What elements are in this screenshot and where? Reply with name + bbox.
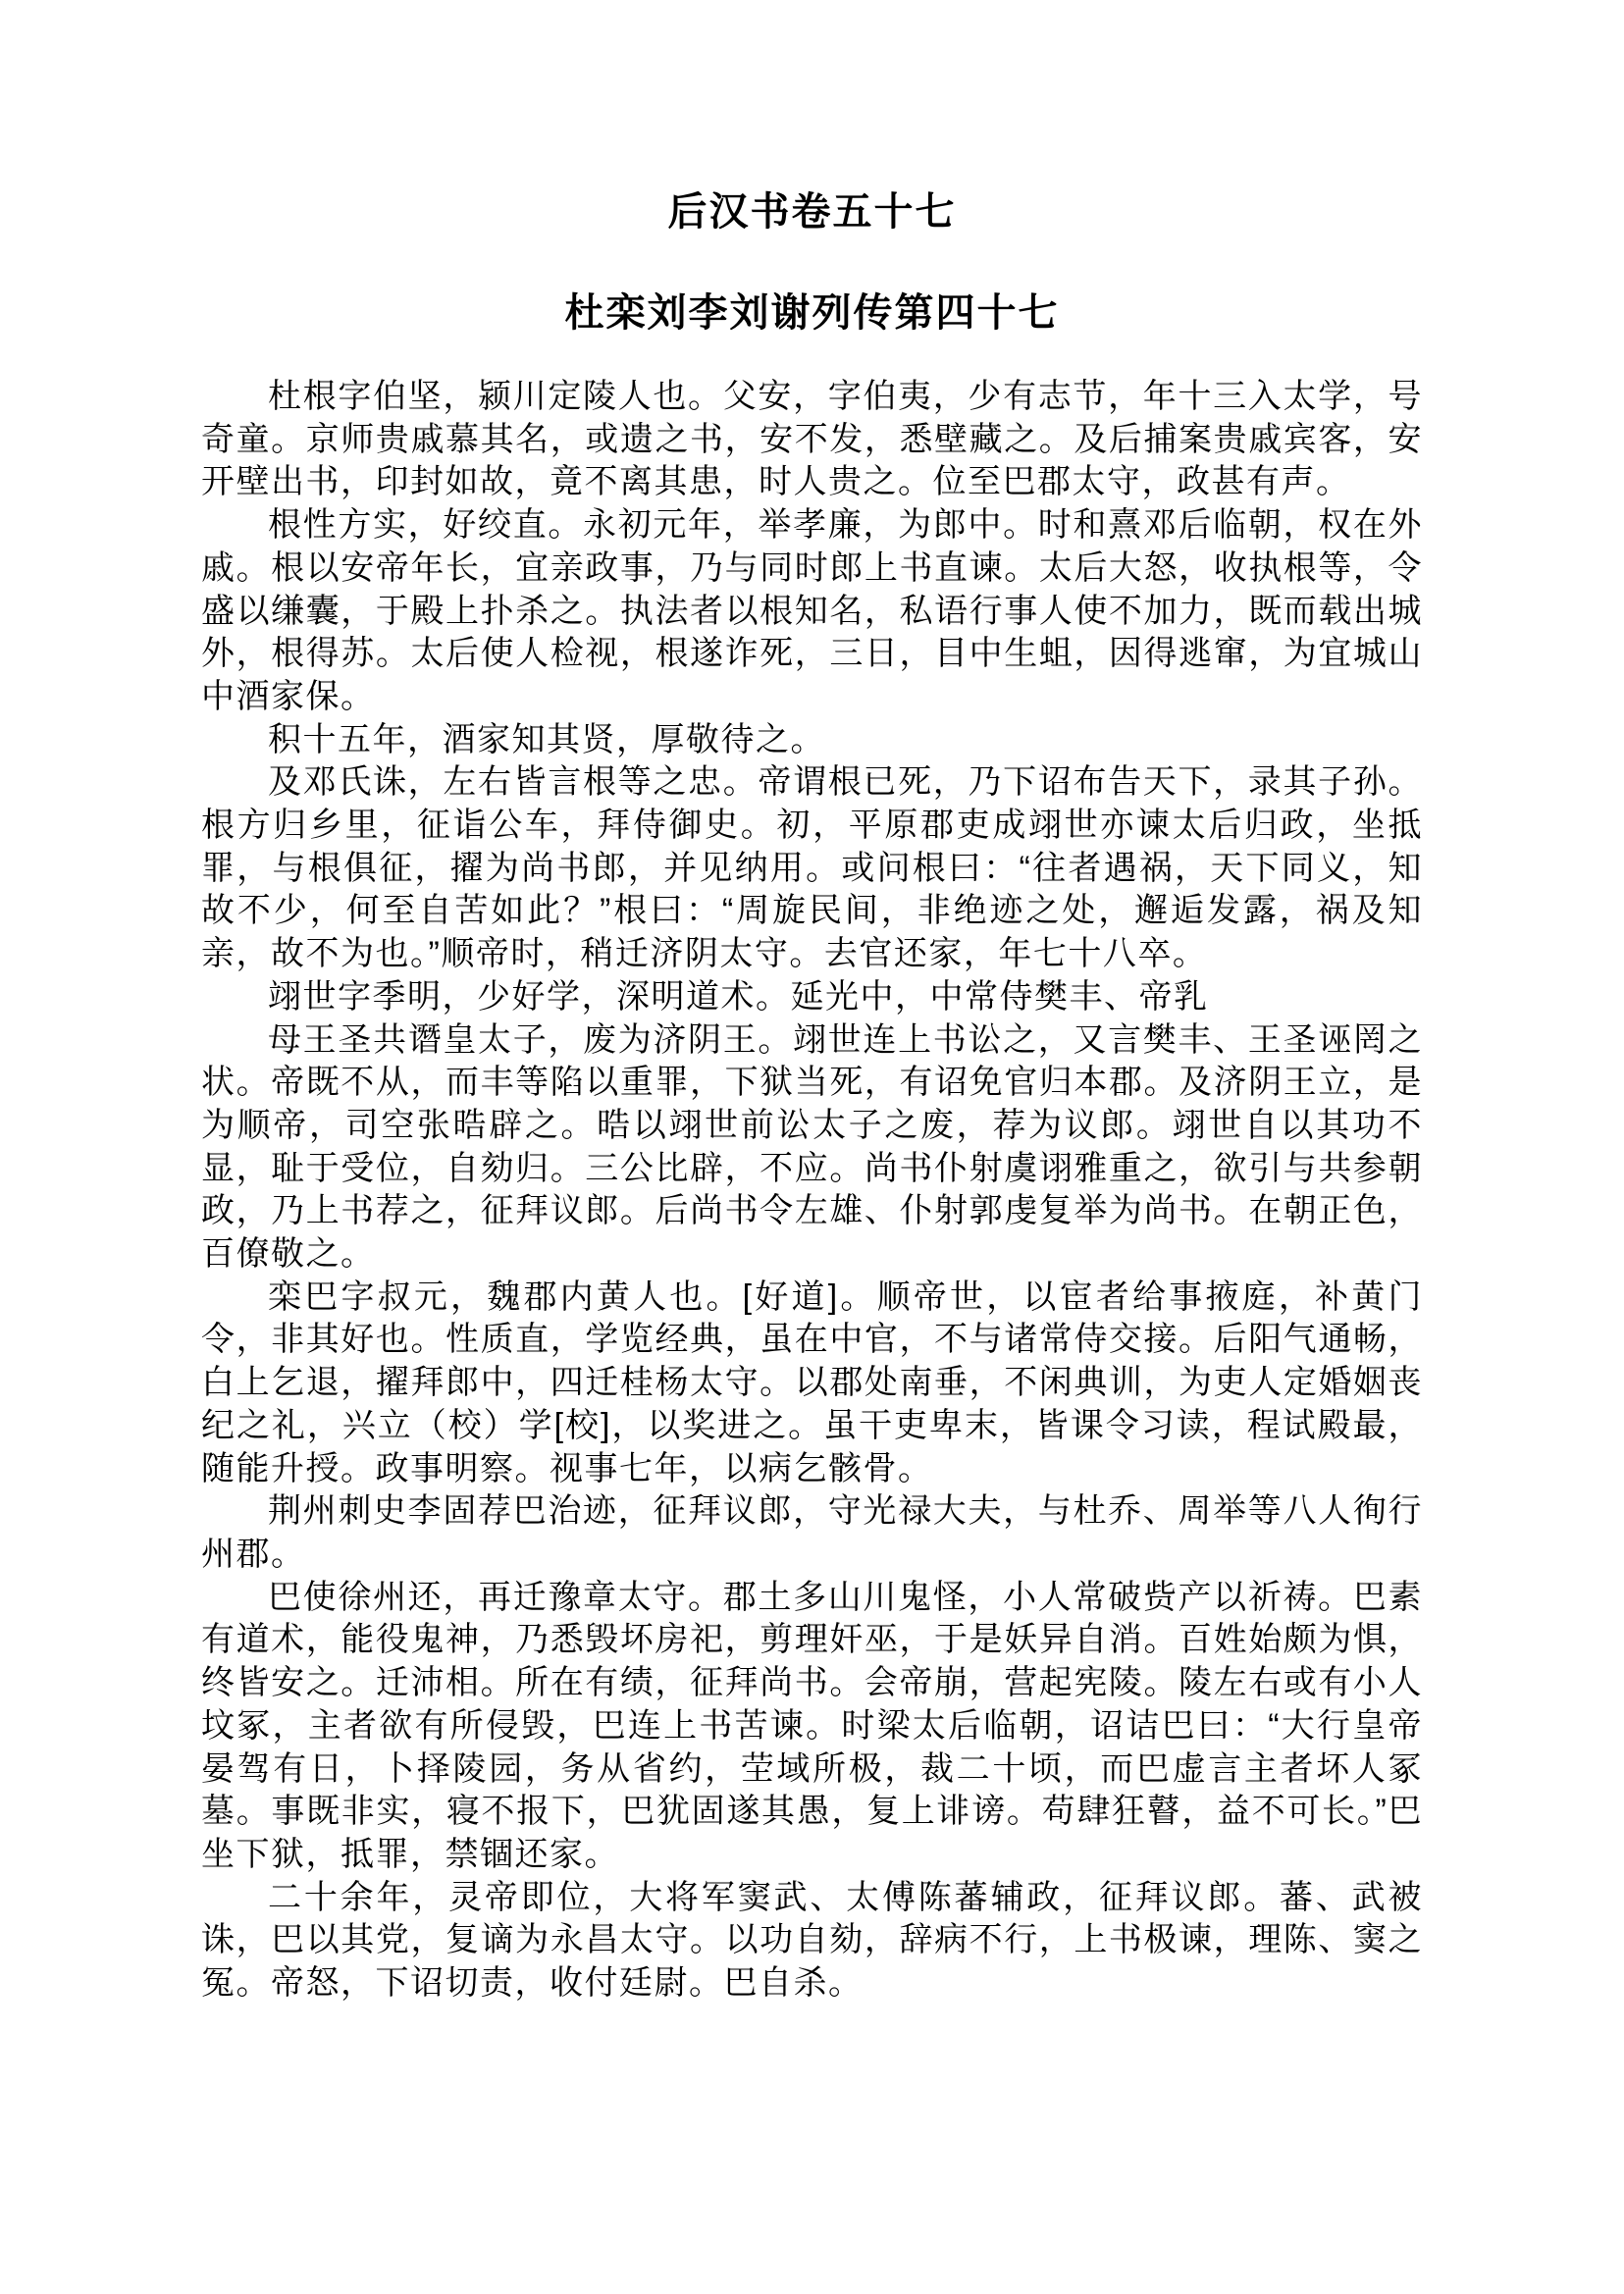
document-body <box>201 376 1423 2006</box>
paragraph: 栾巴字叔元，魏郡内黄人也。[好道]。顺帝世，以宦者给事掖庭，补黄门令，非其好也。性质直，学览经典，虽在中官，不与诸常侍交接。后阳气通畅，白上乞退，擢拜郎中，四迁桂杨太守。以郡处南垂，不闲典训，为吏人定婚姻丧纪之礼，兴立（校）学[校]，以奖进之。虽干吏卑末，皆课令习读，程试殿最，随能升授。政事明察。视事七年，以病乞骸骨。 <box>201 1277 1423 1487</box>
page-title: 后汉书卷五十七 <box>667 190 957 234</box>
paragraph: 二十余年，灵帝即位，大将军窦武、太傅陈蕃辅政，征拜议郎。蕃、武被诛，巴以其党，复谪为永昌太守。以功自劾，辞病不行，上书极谏，理陈、窦之冤。帝怒，下诏切责，收付廷尉。巴自杀。 <box>201 1878 1423 2003</box>
paragraph: 荆州刺史李固荐巴治迹，征拜议郎，守光禄大夫，与杜乔、周举等八人徇行州郡。 <box>201 1492 1423 1573</box>
paragraph: 翊世字季明，少好学，深明道术。延光中，中常侍樊丰、帝乳 <box>268 977 1209 1016</box>
paragraph: 巴使徐州还，再迁豫章太守。郡土多山川鬼怪，小人常破赀产以祈祷。巴素有道术，能役鬼神，乃悉毁坏房祀，剪理奸巫，于是妖异自消。百姓始颇为惧，终皆安之。迁沛相。所在有绩，征拜尚书。会帝崩，营起宪陵。陵左右或有小人坟冢，主者欲有所侵毁，巴连上书苦谏。时梁太后临朝，诏诘巴曰：“大行皇帝晏驾有日，卜择陵园，务从省约，茔域所极，裁二十顷，而巴虚言主者坏人冢墓。事既非实，寝不报下，巴犹固遂其愚，复上诽谤。苟肆狂瞽，益不可长。”巴坐下狱，抵罪，禁锢还家。 <box>201 1578 1423 1873</box>
paragraph: 及邓氏诛，左右皆言根等之忠。帝谓根已死，乃下诏布告天下，录其子孙。根方归乡里，征诣公车，拜侍御史。初，平原郡吏成翊世亦谏太后归政，坐抵罪，与根俱征，擢为尚书郎，并见纳用。或问根曰：“往者遇祸，天下同义，知故不少，何至自苦如此？”根曰：“周旋民间，非绝迹之处，邂逅发露，祸及知亲，故不为也。”顺帝时，稍迁济阴太守。去官还家，年七十八卒。 <box>201 763 1423 973</box>
paragraph: 母王圣共谮皇太子，废为济阴王。翊世连上书讼之，又言樊丰、王圣诬罔之状。帝既不从，而丰等陷以重罪，下狱当死，有诏免官归本郡。及济阴王立，是为顺帝，司空张晧辟之。晧以翊世前讼太子之废，荐为议郎。翊世自以其功不显，耻于受位，自劾归。三公比辟，不应。尚书仆射虞诩雅重之，欲引与共参朝政，乃上书荐之，征拜议郎。后尚书令左雄、仆射郭虔复举为尚书。在朝正色，百僚敬之。 <box>201 1020 1423 1274</box>
paragraph: 根性方实，好绞直。永初元年，举孝廉，为郎中。时和熹邓后临朝，权在外戚。根以安帝年长，宜亲政事，乃与同时郎上书直谏。太后大怒，收执根等，令盛以缣囊，于殿上扑杀之。执法者以根知名，私语行事人使不加力，既而载出城外，根得苏。太后使人检视，根遂诈死，三日，目中生蛆，因得逃窜，为宜城山中酒家保。 <box>201 506 1423 715</box>
paragraph: 积十五年，酒家知其贤，厚敬待之。 <box>268 720 825 758</box>
chapter-subtitle: 杜栾刘李刘谢列传第四十七 <box>564 291 1060 335</box>
paragraph: 杜根字伯坚，颍川定陵人也。父安，字伯夷，少有志节，年十三入太学，号奇童。京师贵戚慕其名，或遗之书，安不发，悉壁藏之。及后捕案贵戚宾客，安开壁出书，印封如故，竟不离其患，时人贵之。位至巴郡太守，政甚有声。 <box>201 378 1423 501</box>
